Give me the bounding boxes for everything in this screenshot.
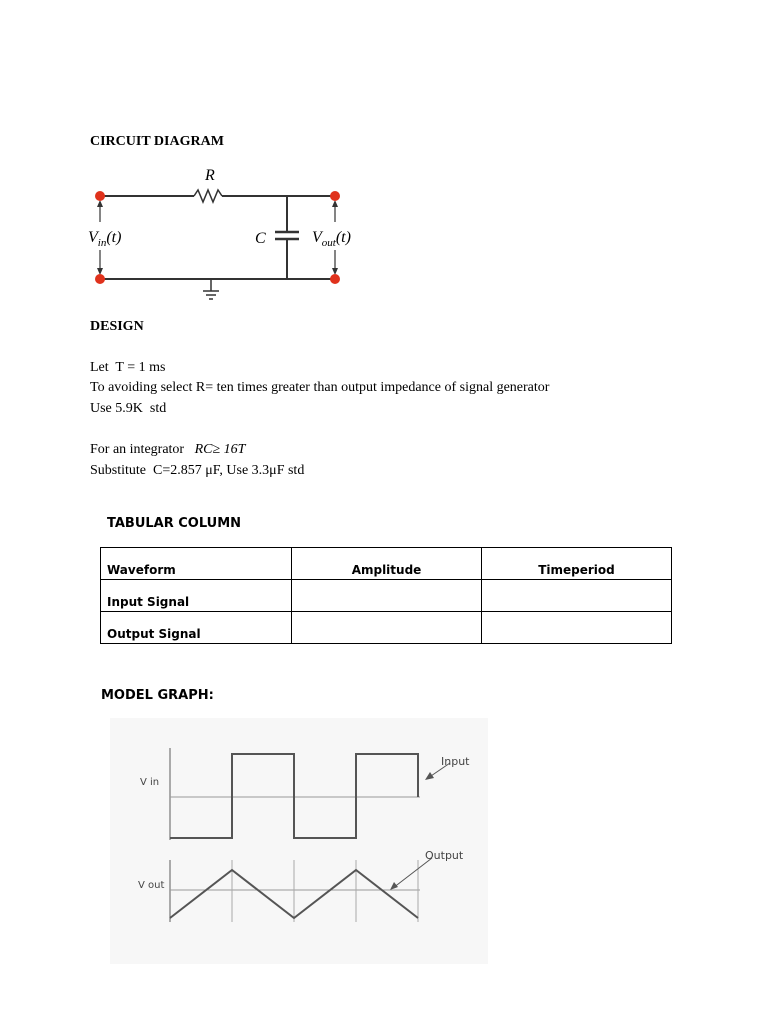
terminal-vin-bottom xyxy=(95,274,105,284)
table-row xyxy=(101,580,672,612)
table-cell: Output Signal xyxy=(101,612,292,644)
table-cell xyxy=(292,580,482,612)
capacitor-label: C xyxy=(255,230,266,247)
resistor xyxy=(194,190,222,202)
header-waveform: Waveform xyxy=(101,548,292,580)
design-line-2: To avoiding select R= ten times greater than output impedance of signal generator xyxy=(90,380,550,395)
design-line-4: For an integrator RC≥ 16T xyxy=(90,442,246,457)
vout-axis-label: V out xyxy=(138,880,165,891)
header-timeperiod: Timeperiod xyxy=(482,548,672,580)
model-graph xyxy=(110,718,490,966)
table-cell xyxy=(482,612,672,644)
table-header-row xyxy=(101,548,672,580)
vin-axis-label: V in xyxy=(140,777,160,788)
model-graph-heading: MODEL GRAPH: xyxy=(101,688,214,703)
tabular-table xyxy=(100,547,672,644)
integrator-formula: RC≥ 16T xyxy=(194,442,246,457)
input-label: Input xyxy=(441,755,470,768)
table-cell: Input Signal xyxy=(101,580,292,612)
table-cell xyxy=(482,580,672,612)
table-cell xyxy=(292,612,482,644)
terminal-vout-bottom xyxy=(330,274,340,284)
vin-label: $V_{in}(t)$ xyxy=(88,229,122,250)
circuit-heading: CIRCUIT DIAGRAM xyxy=(90,134,224,149)
header-amplitude: Amplitude xyxy=(292,548,482,580)
design-heading: DESIGN xyxy=(90,319,144,334)
terminal-vout-top xyxy=(330,191,340,201)
tabular-heading: TABULAR COLUMN xyxy=(107,516,242,531)
output-label: Output xyxy=(425,849,464,862)
vout-label: $V_{out}(t)$ xyxy=(312,229,351,250)
table-row xyxy=(101,612,672,644)
design-line-5: Substitute C=2.857 μF, Use 3.3μF std xyxy=(90,463,305,478)
resistor-label: R xyxy=(205,167,215,184)
terminal-vin-top xyxy=(95,191,105,201)
design-line-1: Let T = 1 ms xyxy=(90,360,166,375)
design-line-3: Use 5.9K std xyxy=(90,401,167,416)
